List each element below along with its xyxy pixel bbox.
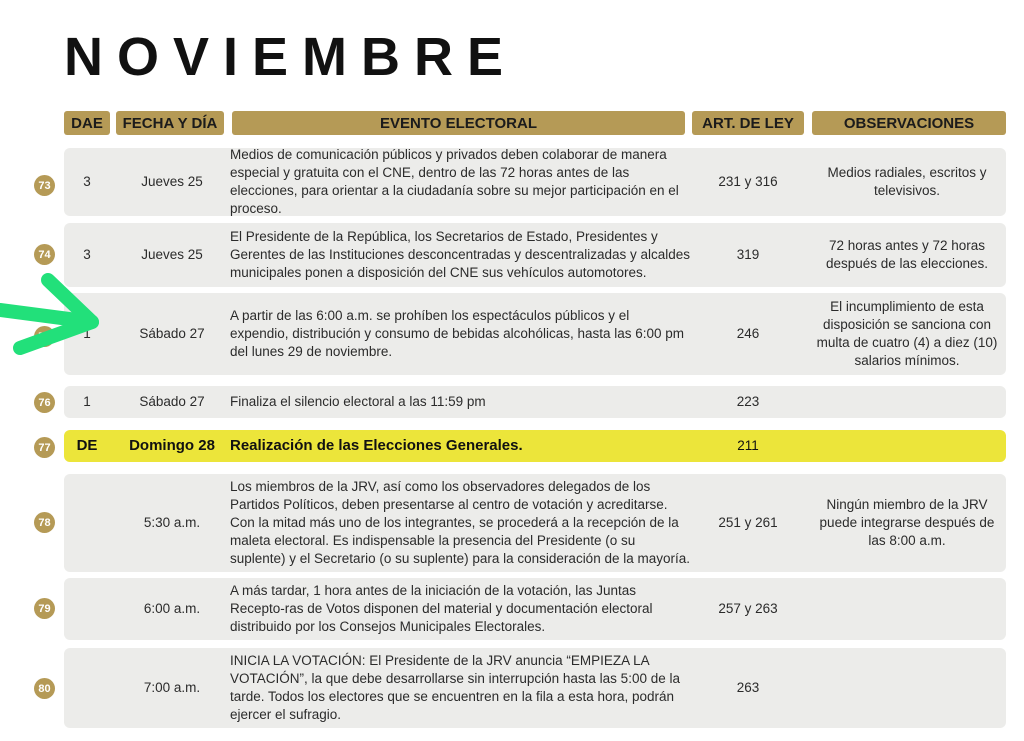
cell-fecha: Jueves 25 [141,247,203,262]
header-dae: DAE [64,111,110,135]
cell-dae: DE [76,437,98,454]
cell-fecha: Jueves 25 [141,174,203,189]
cell-art: 263 [736,680,760,695]
page-title: NOVIEMBRE [64,27,518,87]
row-number-badge: 79 [34,598,55,619]
header-fecha: FECHA Y DÍA [116,111,224,135]
cell-fecha: Domingo 28 [129,437,215,454]
cell-fecha: Sábado 27 [139,326,205,341]
table-row [64,223,1006,287]
header-evento: EVENTO ELECTORAL [232,111,685,135]
cell-obs [812,578,1002,640]
cell-dae: 1 [83,394,91,409]
table-row [64,474,1006,572]
row-number-badge: 73 [34,175,55,196]
row-number-badge: 74 [34,244,55,265]
arrow-icon [0,270,110,360]
row-number-badge: 78 [34,512,55,533]
row-number-badge: 76 [34,392,55,413]
cell-evento: A partir de las 6:00 a.m. se prohíben los espectáculos públicos y el expendio, distribución y consumo de bebidas alcohólicas, hasta las 6:00 pm del lunes 29 de noviembre. [230,308,685,359]
cell-art: 246 [736,326,760,341]
cell-evento: Medios de comunicación públicos y privados deben colaborar de manera especial y gratuita con el CNE, dentro de las 72 horas antes de las elecciones, para orientar a la ciudadanía sobre su mejor participación en el proceso. [230,147,679,216]
table-row [64,386,1006,418]
cell-evento: Los miembros de la JRV, así como los observadores delegados de los Partidos Políticos, deben presentarse al centro de votación y acreditarse. Con la mitad más uno de los integrantes, se procederá a la recepción de la maleta electoral. Es indispensable la presencia del Presidente (o su suplente) y el Secretario (o su suplente) para la consideración de la mayoría. [230,479,690,566]
row-number-badge: 75 [34,326,55,347]
row-number-badge: 77 [34,437,55,458]
header-art: ART. DE LEY [692,111,804,135]
cell-art: 231 y 316 [718,174,778,189]
table-row [64,293,1006,375]
cell-evento: A más tardar, 1 hora antes de la iniciación de la votación, las Juntas Recepto-ras de Votos disponen del material y documentación electoral distribuido por los Consejos Municipales Electorales. [230,583,653,634]
cell-fecha: 7:00 a.m. [143,680,201,695]
cell-dae: 1 [83,326,91,341]
cell-fecha: 6:00 a.m. [143,601,201,616]
cell-dae: 3 [83,174,91,189]
cell-art: 319 [736,247,760,262]
cell-art: 251 y 261 [718,515,778,530]
cell-dae [64,578,110,640]
table-row [64,648,1006,728]
cell-obs [812,648,1002,728]
table-row-highlighted [64,430,1006,462]
cell-obs: Medios radiales, escritos y televisivos. [827,165,987,198]
cell-dae: 3 [83,247,91,262]
cell-obs [812,430,1002,462]
cell-evento: Realización de las Elecciones Generales. [230,437,523,454]
cell-dae [64,474,110,572]
cell-evento: INICIA LA VOTACIÓN: El Presidente de la JRV anuncia “EMPIEZA LA VOTACIÓN”, la que debe desarrollarse sin interrupción hasta las 5:00 de la tarde. Todos los electores que se encuentren en la fila a esta hora, podrán ejercer el sufragio. [230,653,680,722]
cell-evento: El Presidente de la República, los Secretarios de Estado, Presidentes y Gerentes de las Instituciones desconcentradas y descentralizadas y alcaldes municipales ponen a disposición del CNE sus vehículos automotores. [230,229,691,280]
header-obs: OBSERVACIONES [812,111,1006,135]
cell-obs: Ningún miembro de la JRV puede integrarse después de las 8:00 a.m. [819,497,995,548]
table-row [64,578,1006,640]
cell-evento: Finaliza el silencio electoral a las 11:59 pm [230,394,486,409]
cell-art: 223 [736,394,760,409]
cell-fecha: Sábado 27 [139,394,205,409]
cell-obs [812,386,1002,418]
table-row [64,148,1006,216]
cell-obs: 72 horas antes y 72 horas después de las elecciones. [825,238,989,271]
row-number-badge: 80 [34,678,55,699]
cell-obs: El incumplimiento de esta disposición se sanciona con multa de cuatro (4) a diez (10) salarios mínimos. [816,299,998,368]
cell-fecha: 5:30 a.m. [143,515,201,530]
cell-art: 257 y 263 [718,601,778,616]
cell-art: 211 [737,438,759,453]
cell-dae [64,648,110,728]
